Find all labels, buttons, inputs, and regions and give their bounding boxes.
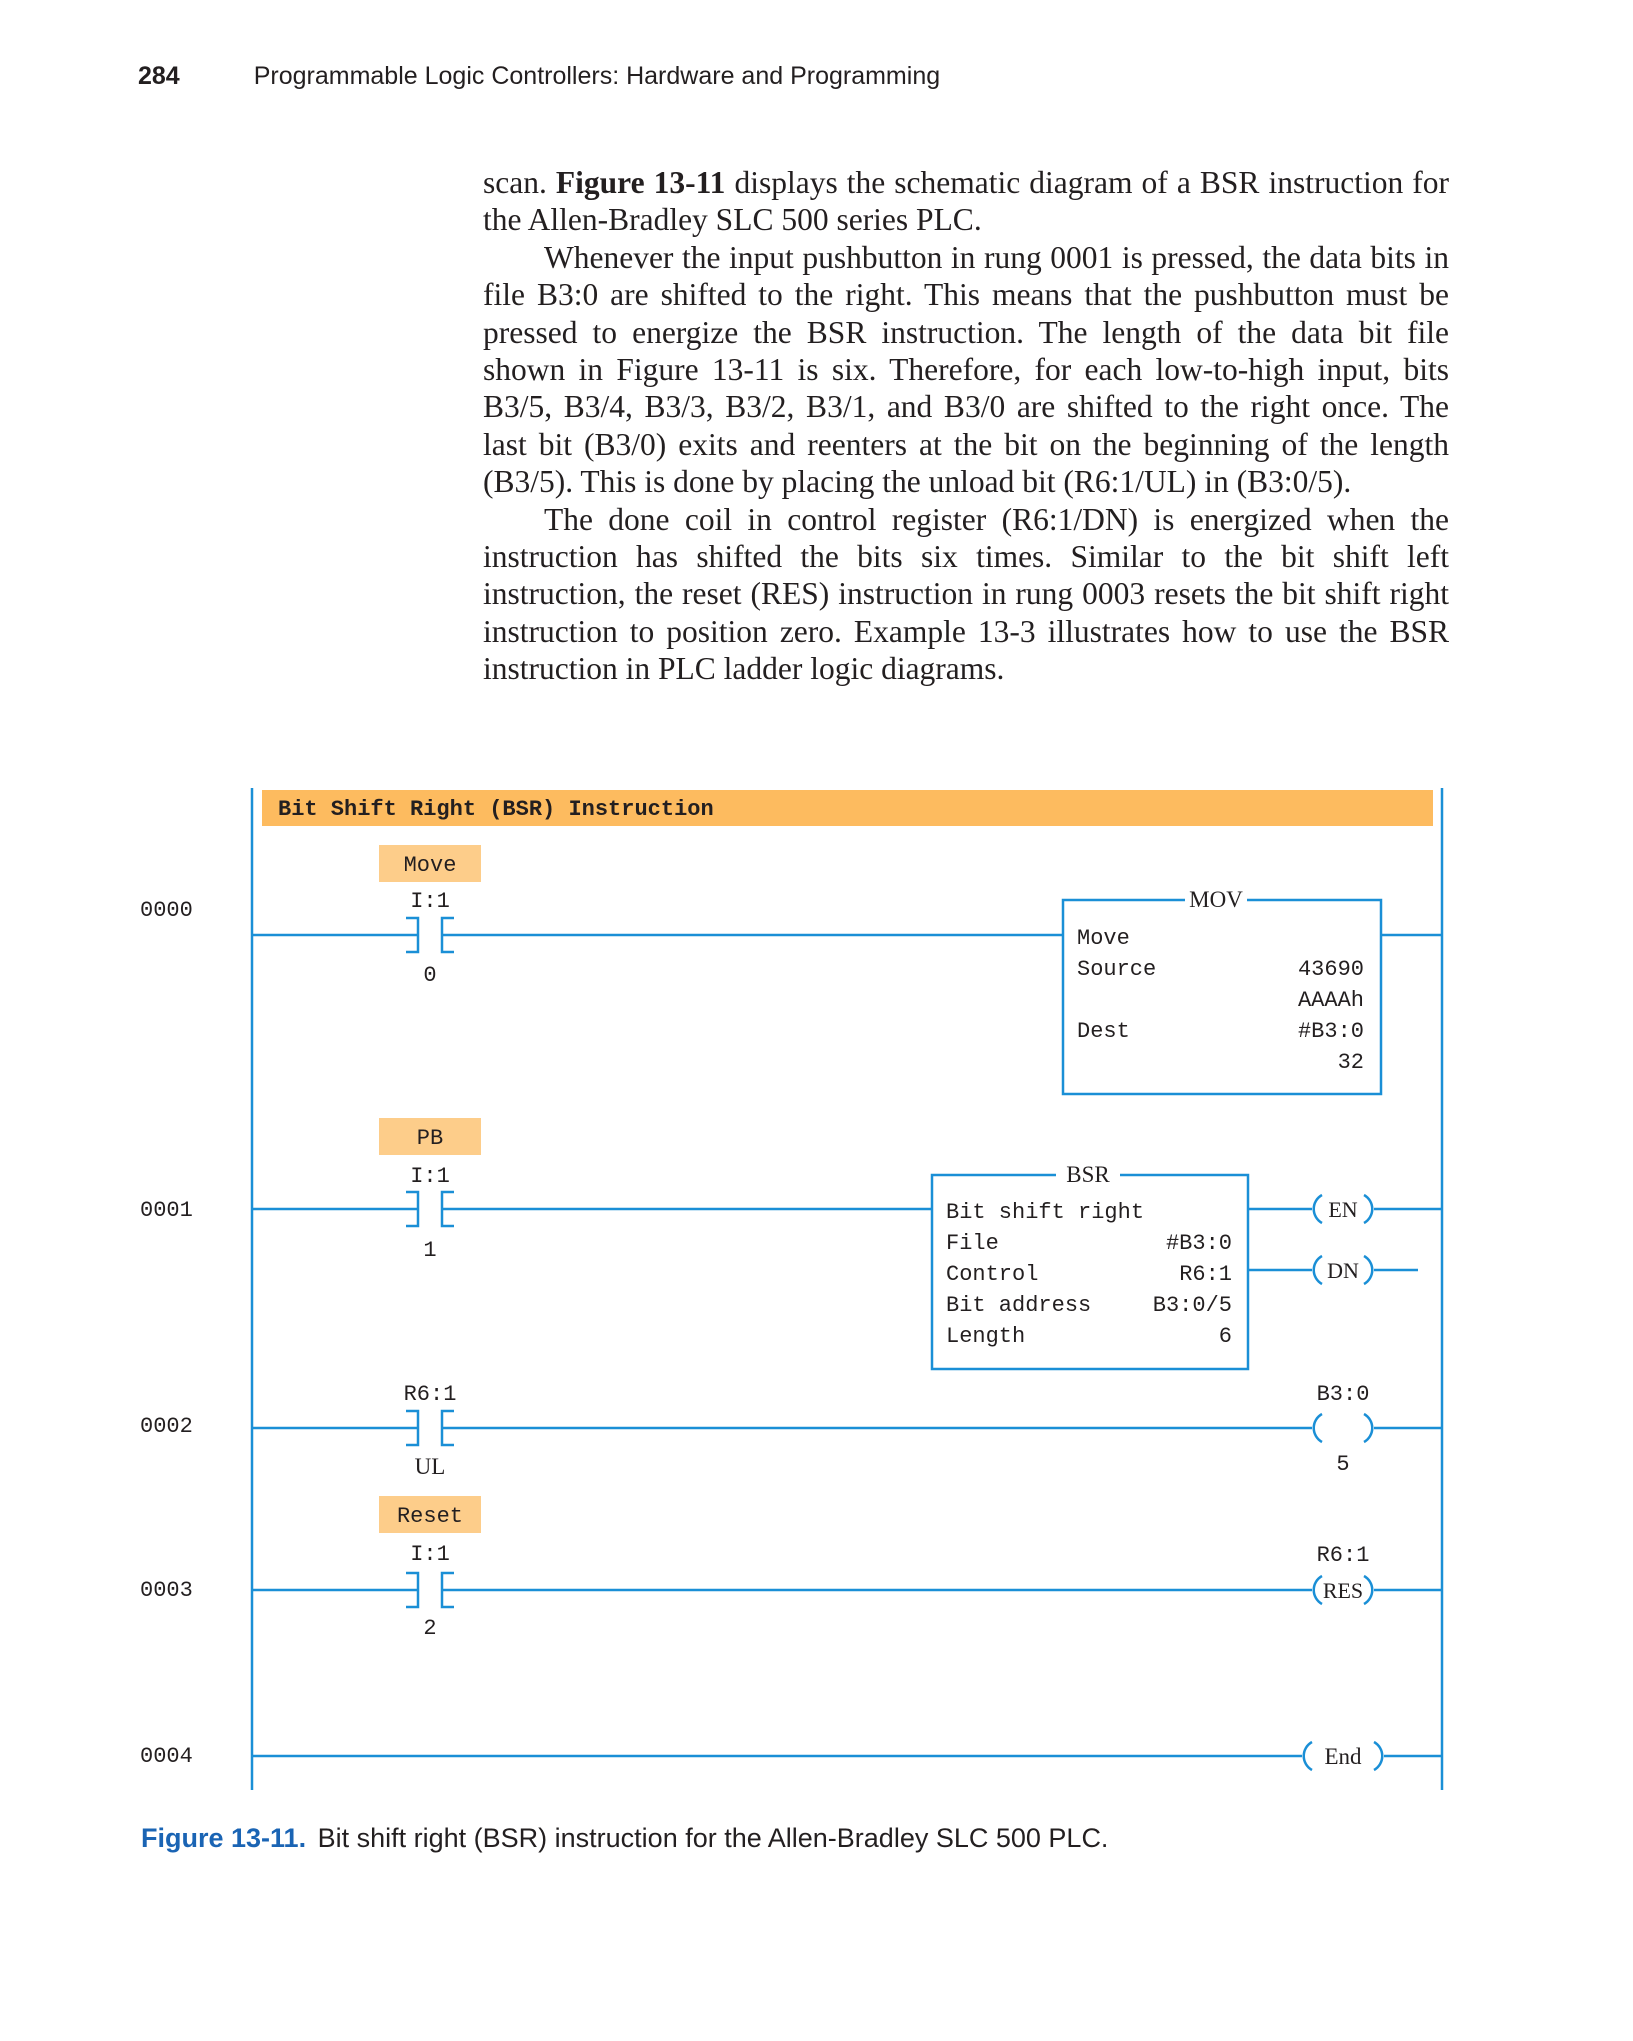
rung-number-0002: 0002 <box>140 1414 193 1439</box>
dn-coil-right <box>1364 1256 1372 1284</box>
bsr-line1: Bit shift right <box>946 1200 1145 1225</box>
contact-left-2 <box>406 1411 418 1445</box>
input-bit-1: 1 <box>423 1238 437 1263</box>
mov-block-title: MOV <box>1189 887 1243 912</box>
rung-0003 <box>252 1496 1442 1641</box>
input-address-2: R6:1 <box>403 1382 457 1407</box>
mov-source-value: 43690 <box>1297 957 1364 982</box>
running-title: Programmable Logic Controllers: Hardware and Programming <box>253 62 941 90</box>
mov-source-hex: AAAAh <box>1297 988 1364 1013</box>
mov-dest-label: Dest <box>1077 1019 1130 1044</box>
page-number: 284 <box>138 62 180 90</box>
p1-start: scan. <box>483 165 547 200</box>
pb-label: PB <box>416 1126 444 1151</box>
rung-number-0004: 0004 <box>140 1744 193 1769</box>
p1-rest: displays the schematic diagram of a BSR instruction for the Allen-Bradley SLC 500 series PLC. <box>483 165 1450 238</box>
mov-line1: Move <box>1077 926 1130 951</box>
res-coil-left <box>1314 1576 1322 1604</box>
mov-source-label: Source <box>1077 957 1157 982</box>
bsr-file-value: #B3:0 <box>1165 1231 1232 1256</box>
input-address-1: I:1 <box>410 1164 450 1189</box>
move-label: Move <box>403 853 457 878</box>
res-coil-right <box>1364 1576 1372 1604</box>
rung-0002 <box>252 1382 1442 1479</box>
contact-right-0 <box>442 918 454 952</box>
coil-address-3: R6:1 <box>1316 1543 1370 1568</box>
bsr-length-label: Length <box>946 1324 1026 1349</box>
coil-2-right <box>1364 1414 1372 1442</box>
en-coil-left <box>1314 1195 1322 1223</box>
rung-number-0001: 0001 <box>140 1198 193 1223</box>
mov-dest-value: #B3:0 <box>1297 1019 1364 1044</box>
bsr-bitaddr-label: Bit address <box>946 1293 1092 1318</box>
bsr-file-label: File <box>946 1231 999 1256</box>
bsr-block-title: BSR <box>1066 1162 1110 1187</box>
caption-label: Figure 13-11. <box>141 1823 307 1853</box>
end-coil-right <box>1374 1742 1382 1770</box>
coil-bit-2: 5 <box>1336 1452 1350 1477</box>
bsr-control-value: R6:1 <box>1179 1262 1232 1287</box>
input-bit-0: 0 <box>423 963 437 988</box>
paragraph-3: The done coil in control register (R6:1/DN) is energized when the instruction has shifted the bits six times. Similar to the bit shift left instruction, the reset (RES) instruction in rung 0003 resets the bit shift right instruction to position zero. Example 13-3 illustrates how to use the BSR instruction in PLC ladder logic diagrams. <box>483 501 1449 687</box>
dn-coil-left <box>1314 1256 1322 1284</box>
bsr-bitaddr-value: B3:0/5 <box>1152 1293 1232 1318</box>
en-coil-right <box>1364 1195 1372 1223</box>
coil-2-left <box>1314 1414 1322 1442</box>
input-bit-2: UL <box>414 1454 446 1479</box>
contact-right-2 <box>442 1411 454 1445</box>
figure-title: Bit Shift Right (BSR) Instruction <box>278 797 714 822</box>
rung-number-0000: 0000 <box>140 898 193 923</box>
input-address-0: I:1 <box>410 889 450 914</box>
rung-number-0003: 0003 <box>140 1578 193 1603</box>
input-bit-3: 2 <box>423 1616 437 1641</box>
figure-caption <box>141 1823 1108 1854</box>
bsr-control-label: Control <box>946 1262 1039 1287</box>
coil-address-2: B3:0 <box>1316 1382 1370 1407</box>
contact-left-3 <box>406 1573 418 1607</box>
contact-right-1 <box>442 1192 454 1226</box>
end-coil-label: End <box>1324 1744 1362 1769</box>
paragraph-2: Whenever the input pushbutton in rung 0001 is pressed, the data bits in file B3:0 are shifted to the right. This means that the pushbutton must be pressed to energize the BSR instruction. The length of the data bit file shown in Figure 13-11 is six. Therefore, for each low-to-high input, bits B3/5, B3/4, B3/3, B3/2, B3/1, and B3/0 are shifted to the right once. The last bit (B3/0) exits and reenters at the bit on the beginning of the length (B3/5). This is done by placing the unload bit (R6:1/UL) in (B3:0/5). <box>483 239 1449 500</box>
dn-coil-label: DN <box>1327 1258 1359 1283</box>
end-coil-left <box>1304 1742 1312 1770</box>
contact-left-0 <box>406 918 418 952</box>
res-coil-label: RES <box>1322 1578 1364 1603</box>
contact-left-1 <box>406 1192 418 1226</box>
bsr-length-value: 6 <box>1218 1324 1232 1349</box>
input-address-3: I:1 <box>410 1542 450 1567</box>
mov-dest-num: 32 <box>1337 1050 1364 1075</box>
reset-label: Reset <box>396 1504 464 1529</box>
rung-0001 <box>252 1118 1442 1369</box>
rung-0000 <box>252 845 1442 1094</box>
contact-right-3 <box>442 1573 454 1607</box>
figure-reference: Figure 13-11 <box>555 165 726 200</box>
caption-text: Bit shift right (BSR) instruction for the Allen-Bradley SLC 500 PLC. <box>317 1823 1109 1853</box>
en-coil-label: EN <box>1328 1197 1358 1222</box>
rung-0004 <box>252 1742 1442 1770</box>
